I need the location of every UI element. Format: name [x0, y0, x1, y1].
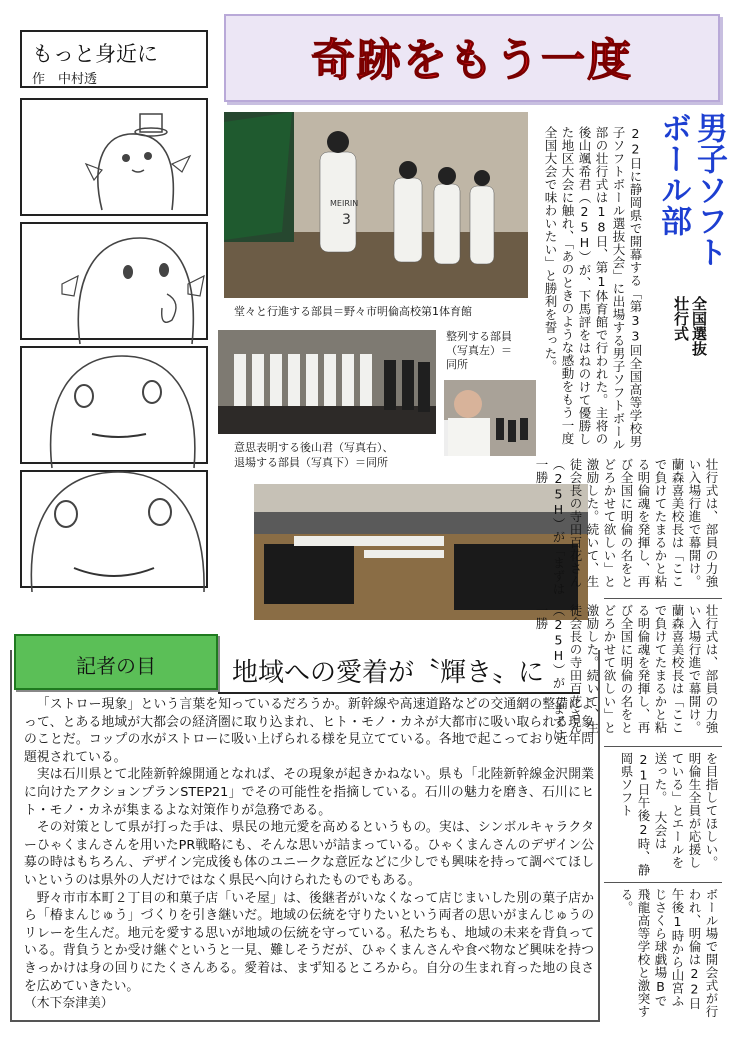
- column-paragraph-4: 野々市市本町２丁目の和菓子店「いそ屋」は、後継者がいなくなって店じまいした別の菓子店から「椿まんじゅう」づくりを引き継いだ。地域の伝統を守りたいという両者の思いがまんじゅうのリレーを生んだ。地元を愛する思いが地域の伝統を守っている。私たちも、地域の未来を背負っている。背負うとか受け継ぐというと一見、難しそうだが、ひゃくまんさんや食べ物など興味を持つきっかけは身の回りにたくさんある。愛着は、まず知るところから。自分の生まれ育った地の良さを広めていきたい。: [24, 890, 594, 994]
- photo-line-up: [218, 330, 436, 434]
- subhead-line-2: 壮行式: [672, 296, 690, 341]
- column-body: [24, 696, 594, 1013]
- caption-march: 堂々と行進する部員＝野々市明倫高校第1体育館: [234, 305, 472, 318]
- character-drawing-4: [22, 472, 206, 586]
- photo-march-image: [224, 112, 528, 298]
- article-body-4: ボール場で開会式が行われ、明倫は22日午後1時から山宮ふじさくら球戯場Bで飛龍高等学校と激突する。: [619, 888, 719, 1018]
- comic-title-box: [20, 30, 208, 88]
- column-label-box: [14, 634, 218, 690]
- article-body-1: 22日に静岡県で開幕する「第33回全国高等学校男子ソフトボール選抜大会」に出場する男子ソフトボール部の壮行式は18日、第1体育館で行われた。主将の後山颯希君（25H）が、下馬評をはねのけて優勝した地区大会に触れ、「あのときのような感動をもう一度全国大会で味わいたい」と勝利を誓った。: [543, 126, 643, 451]
- character-drawing-1: [22, 100, 206, 214]
- photo-speech-image: [444, 380, 536, 456]
- column-byline: （木下奈津美）: [24, 996, 114, 1012]
- article-body-3: を目指してほしい。明倫生全員が応援している」とエールを送った。 大会は21日午後2時、静岡県ソフト: [619, 752, 719, 877]
- column-paragraph-2: 実は石川県とて北陸新幹線開通となれば、その現象が起きかねない。県も「北陸新幹線金沢開業に向けたアクションプランSTEP21」でその可能性を指摘している。石川の魅力を磨き、石川にヒト・モノ・カネが集まるよな対策作りが急務である。: [24, 767, 594, 818]
- subhead-line-1: 全国選抜: [690, 296, 708, 356]
- article-divider-3: [604, 882, 722, 883]
- character-drawing-2: [22, 224, 206, 338]
- photo-speech: [444, 380, 536, 456]
- headline-line-1: 男子ソフト: [691, 112, 727, 267]
- comic-panel-1: [20, 98, 208, 216]
- comic-author: 作 中村透: [32, 72, 98, 87]
- column-label: 記者の目: [76, 654, 156, 678]
- column-headline: 地域への愛着が〝輝き〟に: [232, 658, 545, 688]
- svg-text:3: 3: [342, 212, 351, 228]
- article-divider-2: [604, 746, 722, 747]
- headline-line-2: ボール部: [655, 112, 691, 236]
- article-body-2b: 壮行式は、部員の力強い入場行進で幕開け。蘭森喜美校長は「ここで負けてたまるかと粘る明倫魂を発揮し、再び全国に明倫の名をとどろかせて欲しい」と激励した。続いて、生徒会長の寺田百花さん（25H）が「まずは一勝: [534, 604, 719, 742]
- column-rule: [218, 692, 580, 694]
- comic-panel-3: [20, 346, 208, 464]
- article-divider-1: [604, 598, 722, 599]
- masthead-title: 奇跡をもう一度: [311, 35, 633, 86]
- caption-lined: 整列する部員 （写真左）＝ 同所: [446, 330, 512, 371]
- column-paragraph-1: 「ストロー現象」という言葉を知っているだろうか。新幹線や高速道路などの交通網の整備によって、とある地域が大都会の経済圏に取り込まれ、ヒト・モノ・カネが大都市に吸い取られる現象のことだ。コップの水がストローに吸い上げられる様を見立てている。各地で起こっており近年問題視されている。: [24, 697, 594, 765]
- comic-panel-4: [20, 470, 208, 588]
- article-body-2a: 壮行式は、部員の力強い入場行進で幕開け。蘭森喜美校長は「ここで負けてたまるかと粘る明倫魂を発揮し、再び全国に明倫の名をとどろかせて欲しい」と激励した。続いて、生徒会長の寺田百花さん（25H）が「まずは一勝: [534, 458, 719, 596]
- photo-gym: [254, 484, 588, 620]
- jersey-text: MEIRIN: [330, 199, 359, 208]
- article-subhead: [672, 296, 708, 416]
- masthead: [224, 14, 720, 102]
- caption-line-up: 意思表明する後山君（写真右）、 退場する部員（写真下）＝同所: [234, 441, 394, 469]
- photo-gym-image: [254, 484, 588, 620]
- comic-title: もっと身近に: [32, 42, 158, 66]
- photo-line-up-image: [218, 330, 436, 434]
- photo-march: [224, 112, 528, 298]
- comic-panel-2: [20, 222, 208, 340]
- character-drawing-3: [22, 348, 206, 462]
- column-paragraph-3: その対策として県が打った手は、県民の地元愛を高めるというもの。実は、シンボルキャラクターひゃくまんさんを用いたPR戦略にも、そんな思いが詰まっている。ひゃくまんさんのデザイン公募の時はもちろん、デザイン完成後も体のユニークな意匠などに少しでも興味を持って調べてほしいというのは県外の人だけではなく県民へ向けられたものでもある。: [24, 820, 594, 888]
